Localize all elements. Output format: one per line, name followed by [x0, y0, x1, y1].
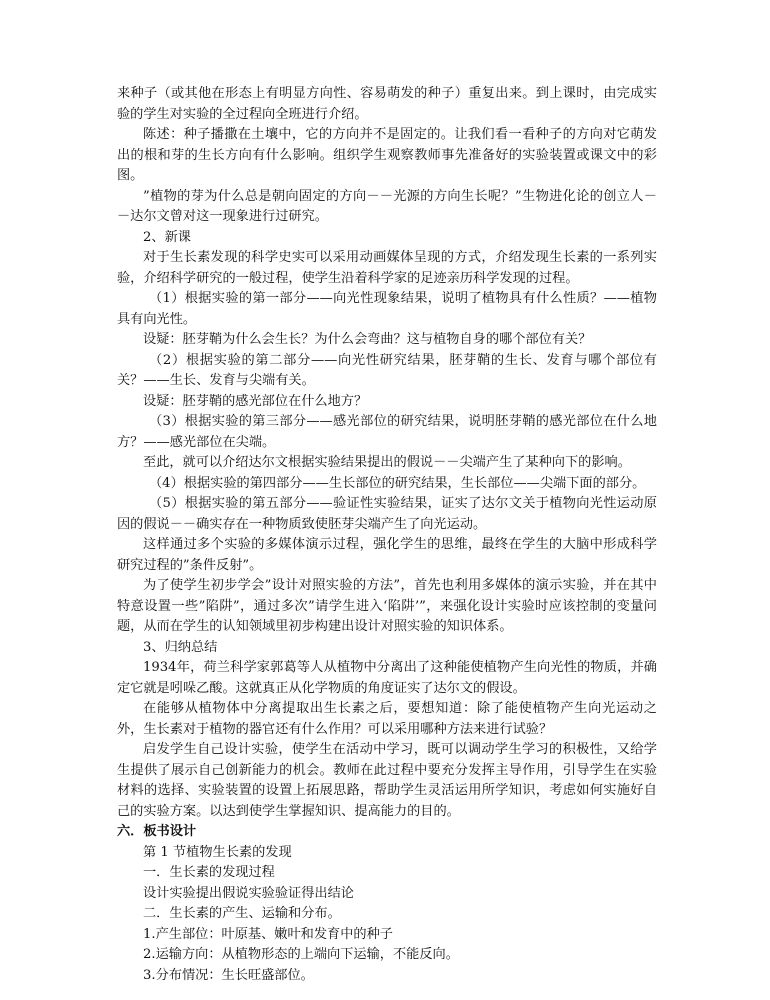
section-heading: 六．板书设计: [117, 824, 197, 839]
paragraph: 设疑：胚芽鞘为什么会生长？为什么会弯曲？这与植物自身的哪个部位有关？: [143, 332, 592, 347]
paragraph: （4）根据实验的第四部分——生长部位的研究结果，生长部位——尖端下面的部分。: [149, 475, 646, 491]
board-line: 二．生长素的产生、运输和分布。: [143, 906, 341, 921]
board-line: 设计实验提出假说实验验证得出结论: [143, 885, 354, 901]
board-line: 2.运输方向：从植物形态的上端向下运输，不能反向。: [143, 947, 459, 962]
board-line: 1.产生部位：叶原基、嫩叶和发育中的种子: [143, 926, 393, 942]
paragraph: （5）根据实验的第五部分——验证性实验结果，证实了达尔文关于植物向光性运动原因的假说－－确实存在一种物质致使胚芽尖端产生了向光运动。: [117, 496, 657, 532]
section-heading: 3、归纳总结: [143, 639, 218, 655]
paragraph: 陈述：种子播撒在土壤中，它的方向并不是固定的。让我们看一看种子的方向对它萌发出的根和芽的生长方向有什么影响。组织学生观察教师事先准备好的实验装置或课文中的彩图。: [117, 127, 657, 183]
section-heading: 2、新课: [143, 229, 191, 245]
paragraph: 1934年，荷兰科学家郭葛等人从植物中分离出了这种能使植物产生向光性的物质，并确定它就是吲哚乙酸。这就真正从化学物质的角度证实了达尔文的假设。: [117, 660, 657, 696]
paragraph: 在能够从植物体中分离提取出生长素之后，要想知道：除了能使植物产生向光运动之外，生长素对于植物的器官还有什么作用？可以采用哪种方法来进行试验？: [117, 701, 657, 737]
paragraph: ”植物的芽为什么总是朝向固定的方向－－光源的方向生长呢？”生物进化论的创立人－－达尔文曾对这一现象进行过研究。: [117, 188, 657, 224]
paragraph: 对于生长素发现的科学史实可以采用动画媒体呈现的方式，介绍发现生长素的一系列实验，介绍科学研究的一般过程，使学生沿着科学家的足迹亲历科学发现的过程。: [117, 250, 657, 286]
board-line: 一．生长素的发现过程: [143, 865, 275, 880]
paragraph: 设疑：胚芽鞘的感光部位在什么地方？: [143, 393, 368, 409]
board-line: 第 1 节植物生长素的发现: [143, 844, 292, 860]
paragraph: 为了使学生初步学会”设计对照实验的方法”，首先也利用多媒体的演示实验，并在其中特意设置一些”陷阱”，通过多次”请学生进入‘陷阱’”，来强化设计实验时应该控制的变量问题，从而在学生的认知领域里初步构建出设计对照实验的知识体系。: [117, 578, 657, 634]
paragraph: （2）根据实验的第二部分——向光性研究结果，胚芽鞘的生长、发育与哪个部位有关？——生长、发育与尖端有关。: [117, 352, 657, 388]
document-body: [117, 84, 657, 986]
paragraph: （3）根据实验的第三部分——感光部位的研究结果，说明胚芽鞘的感光部位在什么地方？——感光部位在尖端。: [117, 414, 657, 450]
paragraph: 至此，就可以介绍达尔文根据实验结果提出的假说－－尖端产生了某种向下的影响。: [143, 455, 631, 470]
board-line: 3.分布情况：生长旺盛部位。: [143, 967, 314, 983]
paragraph: 这样通过多个实验的多媒体演示过程，强化学生的思维，最终在学生的大脑中形成科学研究过程的”条件反射”。: [117, 537, 657, 573]
paragraph: （1）根据实验的第一部分——向光性现象结果，说明了植物具有什么性质？——植物具有向光性。: [117, 291, 657, 327]
paragraph: 启发学生自己设计实验，使学生在活动中学习，既可以调动学生学习的积极性，又给学生提供了展示自己创新能力的机会。教师在此过程中要充分发挥主导作用，引导学生在实验材料的选择、实验装置的设置上拓展思路，帮助学生灵活运用所学知识，考虑如何实施好自己的实验方案。以达到使学生掌握知识、提高能力的目的。: [117, 742, 657, 819]
paragraph: 来种子（或其他在形态上有明显方向性、容易萌发的种子）重复出来。到上课时，由完成实验的学生对实验的全过程向全班进行介绍。: [117, 86, 657, 122]
